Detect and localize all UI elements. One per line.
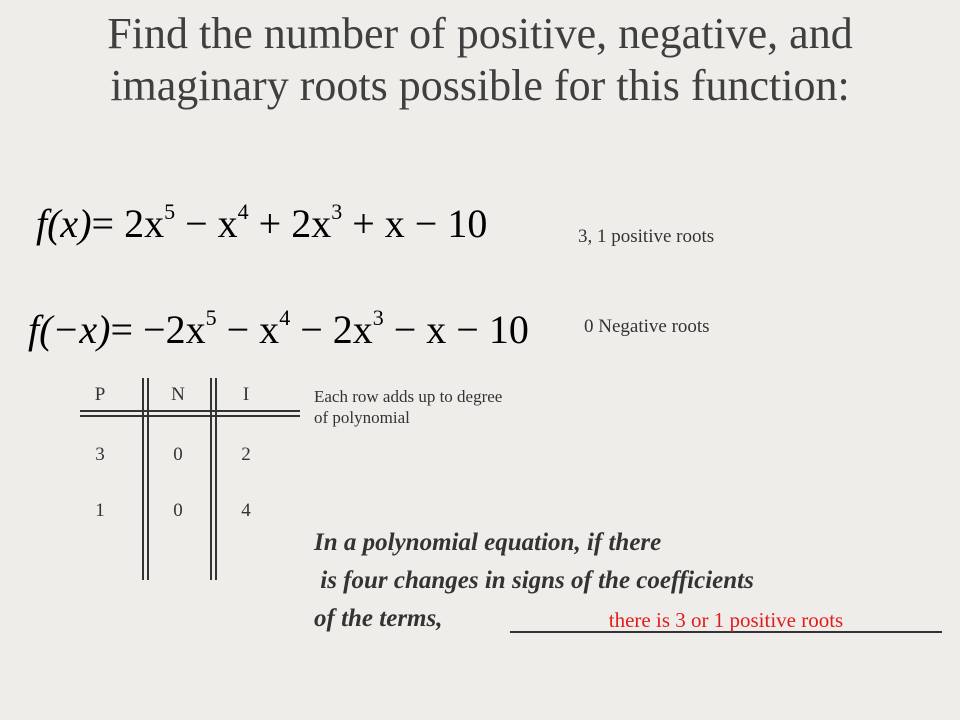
table-column-rule [142, 378, 144, 580]
table-column-rule [210, 378, 212, 580]
table-cell: 0 [173, 444, 183, 465]
formula-term: = 2x [91, 201, 165, 246]
negative-roots-note: 0 Negative roots [584, 316, 710, 337]
table-column-rule [215, 378, 217, 580]
table-cell: 3 [95, 444, 105, 465]
table-header-positive: P [94, 384, 106, 405]
formula-exponent: 4 [279, 304, 291, 330]
table-cell: 1 [95, 500, 105, 521]
formula-term: + x − 10 [342, 201, 488, 246]
rule-statement-line: is four changes in signs of the coefficients [314, 567, 754, 594]
table-cell: 0 [173, 500, 183, 521]
negated-function-formula [28, 306, 529, 353]
formula-term: − 2x [290, 307, 373, 352]
formula-lhs: f(x) [36, 201, 92, 246]
row-sum-note: Each row adds up to degree of polynomial [314, 387, 503, 427]
formula-term: − x [216, 307, 280, 352]
table-column-rule [147, 378, 149, 580]
formula-term: + 2x [248, 201, 332, 246]
rule-statement-line: In a polynomial equation, if there [314, 529, 662, 556]
formula-exponent: 4 [237, 198, 249, 224]
rule-statement-line: of the terms, [314, 605, 443, 632]
formula-exponent: 3 [331, 198, 343, 224]
table-cell: 4 [241, 500, 251, 521]
table-divider [80, 410, 300, 412]
formula-term: = −2x [110, 307, 206, 352]
formula-term: − x − 10 [383, 307, 529, 352]
answer-text: there is 3 or 1 positive roots [608, 608, 844, 632]
formula-term: − x [175, 201, 238, 246]
positive-roots-note: 3, 1 positive roots [578, 226, 715, 247]
table-cell: 2 [241, 444, 251, 465]
table-header-imaginary: I [242, 384, 250, 405]
formula-exponent: 3 [372, 304, 384, 330]
table-divider [80, 415, 300, 417]
function-formula [36, 200, 487, 247]
formula-lhs: f(−x) [28, 307, 111, 352]
table-header-negative: N [171, 384, 185, 405]
formula-exponent: 5 [164, 198, 176, 224]
slide-title: Find the number of positive, negative, and imaginary roots possible for this function: [107, 9, 853, 110]
formula-exponent: 5 [205, 304, 217, 330]
roots-table [80, 376, 300, 582]
